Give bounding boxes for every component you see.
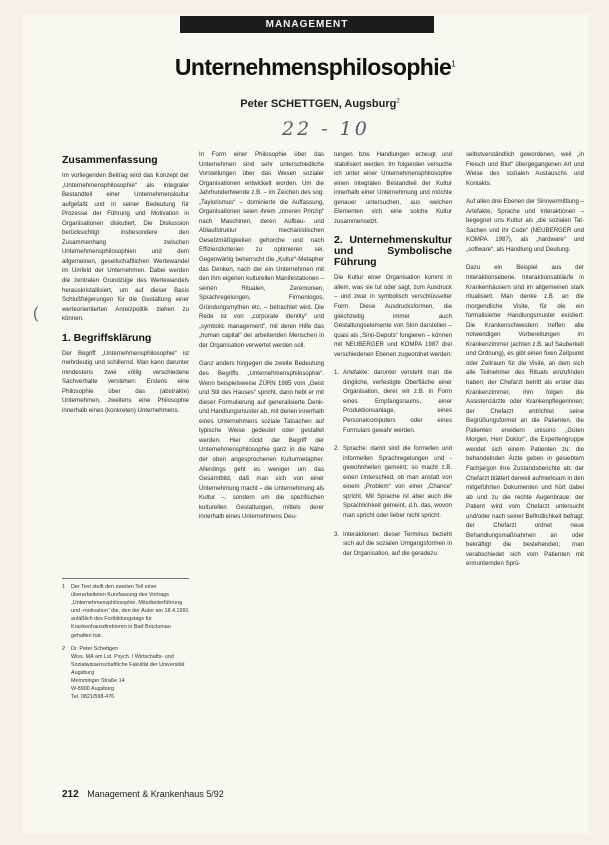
footnote-2: [62, 645, 189, 702]
page-number: 212: [62, 789, 79, 800]
column-3: [334, 150, 452, 567]
journal-name: Management & Krankenhaus 5/92: [87, 789, 224, 799]
footnotes: [62, 578, 189, 706]
margin-mark: (: [33, 305, 39, 322]
paragraph: In Form einer Philosophie über das Unternehmen sind sehr unterschiedliche Vorstellungen über das Wesen sozialer Organisationen entwickelt worden. Um die Jahrhundertwende z.B. – im Zeichen des sog. „Taylorismus“ – dominierte die Auffassung, Organisationen seien ihrem „inneren Prinzip“ nach Maschinen, deren Aufbau- und Ablaufstruktur mechanistischen Gesetzmäßigkeiten gehorche und nach Effizienzkriterien zu optimieren sei. Gegenwärtig beherrscht die „Kultur“-Metapher das Denken, nach der ein Unternehmen mit den ihm eigenen kulturellen Manifestationen – seinen Ritualen, Zeremonien, Sprachregelungen, Firmenlogos, Gründungsmythen etc. – betrachtet wird. Die Rede ist von „corporate identity“ und „symbolic management“, mit deren Hilfe das „human capital“ der arbeitenden Menschen in der Organisation verwertet werden soll.: [199, 151, 324, 349]
footnote-line: W-8900 Augsburg: [71, 686, 115, 693]
list-number: 2.: [334, 445, 340, 453]
footnote-line: Tel. 0821/598-476: [71, 694, 115, 701]
section-header: MANAGEMENT: [180, 16, 434, 33]
footnote-text: Der Text stellt den zweiten Teil einer überarbeiteten Kurzfassung des Vortrags „Unternehmensphilosophie, Mitarbeiterführung und -motivation“ dar, den der Autor am 18.4.1991 anläßlich des Fortbildungstags für Krankenhausdirektoren in Bad Brückenau gehalten hat.: [71, 584, 189, 639]
handwritten-note: 22 - 10: [282, 118, 370, 140]
author-name: Peter SCHETTGEN, Augsburg: [240, 98, 397, 110]
paragraph: Auf allen drei Ebenen der Sinnvermittlung – Artefakte, Sprache und Interaktionen – begegnet uns Kultur als „die sozialen Tat-Sachen und ihr Code“ (NEUBERGER und KOMPA 1987), als „hardware“ und „software“, als Handlung und Deutung.: [466, 198, 584, 253]
list-text: Artefakte: darunter versteht man die dingliche, verfestigte Oberfläche einer Organisation, derer wir z.B. in Form eines Empfangsraums, einer Produktionsanlage, eines Personalcomputers oder eines Formulars gewahr werden.: [343, 369, 452, 434]
paragraph: Ganz anders hingegen die zweite Bedeutung des Begriffs „Unternehmensphilosophie“. Wenn beispielsweise ZÜRN 1985 vom „Geist und Stil des Hauses“ spricht, dann hebt er mit dieser Formulierung auf generalisierte Denk- und Handlungsmuster ab, mit denen innerhalb eines Unternehmens soziale Tatsachen auf typische Weise gedeutet oder gestaltet werden. Hier rückt der Begriff der Unternehmensphilosophie ganz in die Nähe der oben angesprochenen Kulturmetapher. Allerdings geht es weniger um das Gesamtbild, daß man sich von einer Unternehmung macht – die Unternehmung als Kultur –, sondern um die spezifischen kulturellen Gestaltungen, mittels derer innerhalb eines Unternehmens Deu-: [199, 360, 325, 521]
article-title: [150, 54, 480, 81]
summary-heading: Zusammenfassung: [62, 154, 158, 166]
list-item: [334, 368, 452, 435]
paragraph: selbstverständlich gewordenen, weil „in Fleisch und Blut“ übergegangenen Art und Weise des sozialen Austauschs und Kontakts.: [466, 151, 584, 187]
column-4: [466, 150, 584, 578]
column-1: [62, 150, 189, 425]
footnote-line: Dr. Peter Schettgen: [71, 645, 119, 652]
list-number: 1.: [334, 369, 340, 377]
title-footnote-marker: 1: [451, 59, 456, 69]
footnote-1: [62, 583, 189, 640]
list-item: [334, 444, 452, 520]
summary-text: Im vorliegenden Beitrag wird das Konzept der „Unternehmensphilosophie“ als integraler Bestandteil einer Unternehmenskultur aufgefaßt und in seiner Bedeutung für Prozesse der Führung und Motivation in Organisationen diskutiert. Die Diskussion berücksichtigt insbesondere den Zusammenhang zwischen Unternehmensphilosophien und dem allgemeinen, gesellschaftlichen Wertewandel im Umfeld der Unternehmen. Dabei werden die zentralen Grundzüge des Wertewandels herauskristallisiert, um auf dieser Basis Schlußfolgerungen für die Gestaltung einer werteorientierten Anreizpolitik ziehen zu können.: [62, 172, 189, 323]
footnote-line: Memminger Straße 14: [71, 678, 125, 685]
list-text: Sprache: damit sind die formellen und informellen Sprachregelungen und -gewohnheiten gemeint; so macht z.B. einen Unterschied, ob man anstatt von einem „Problem“ von einer „Chance“ spricht. Mit Sprache ist aber auch die Sprachlichkeit gemeint, d.h. das, wovon man spricht oder lieber nicht spricht.: [343, 445, 452, 519]
section-1-text: Der Begriff „Unternehmensphilosophie“ ist mehrdeutig und schillernd. Man kann darunter mindestens zwei völlig verschiedene Sachverhalte verstehen: Erstens eine Philosophie über das (abstrakte) Unternehmen, zweitens eine Philosophie innerhalb eines (konkreten) Unternehmens.: [62, 349, 189, 415]
section-heading-2: 2. Unternehmenskultur und Symbolische Führung: [334, 234, 452, 269]
page-footer: [62, 789, 224, 800]
author-footnote-marker: 2: [396, 98, 400, 105]
paragraph: Dazu ein Beispiel aus der Interaktionsebene. Interaktionsabläufe in Krankenhäusern sind im allgemeinen stark ritualisiert. Man denke z.B. an die morgendliche Visite, für die ein formalisierter Handlungsmuster existiert: Die Krankenschwestern treffen alle notwendigen Vorbereitungen im Krankenzimmer (achten z.B. auf Sauberkeit und Ordnung), es gibt einen fixen Zeitpunkt oder Zeitraum für die Visite, an dem sich alle Teilnehmer des Rituals einzufinden haben; der Chefarzt betritt als erster das Krankenzimmer, ihm folgen die Assistenzärzte oder Krankenpflegerinnen; der Chefarzt entrichtet seine Begrüßungsformel an die Patienten, die Patienten erwidern unisono „Guten Morgen, Herr Doktor“, die Expertengruppe wendet sich einem Patienten zu; die behandelnden Ärzte geben in gesiebtem Fachjargon ihre Zustandsberichte ab; der Chefarzt blättert derweil aufmerksam in den mitgeführten Dokumenten und hört dabei ab und zu die rechte Augenbraue; der Patient wird vom Chefarzt untersucht und/oder nach seiner Befindlichkeit befragt; der Chefarzt ordnet neue Behandlungsmaßnahmen an oder bekräftigt die bestehenden; man verabschiedet sich vom Patienten mit ermunternden Sprü-: [466, 264, 584, 568]
paragraph: Die Kultur einer Organisation kommt in allem, was sie tut oder sagt, zum Ausdruck – und zwar in symbolisch verschlüsselter Form. Diese Ausdrucksformen, die gleichzeitig immer auch Gestaltungselemente von Sinn darstellen – quasi als „Sinn-Depots“ fungieren – können mit NEUBERGER und KOMPA 1987 drei verschiedenen Ebenen zugeordnet werden:: [334, 274, 452, 358]
footnote-number: 2: [62, 645, 65, 652]
list-text: Interaktionen: dieser Terminus bezieht sich auf die sozialen Umgangsformen in der Organisation, auf die geradezu: [343, 530, 452, 557]
list-item: [334, 530, 452, 559]
footnote-number: 1: [62, 584, 65, 590]
footnote-line: Wiss. MA am Lst. Psych. I Wirtschafts- und Sozialwissenschaftliche Fakultät der Universität Augsburg: [71, 653, 185, 676]
paragraph: tungen bzw. Handlungen erzeugt und stabilisiert werden. Im folgenden versuche ich unter einer Unternehmensphilosophie einen integralen Bestandteil der Kultur innerhalb einer Unternehmung und möchte genauer untersuchen, aus welchen Elementen sich eine solche Kultur zusammensetzt.: [334, 151, 452, 225]
list-number: 3.: [334, 530, 340, 538]
column-2: [199, 150, 324, 531]
title-text: Unternehmensphilosophie: [174, 54, 452, 80]
author-line: [220, 98, 420, 110]
section-heading-1: 1. Begriffsklärung: [62, 331, 152, 344]
